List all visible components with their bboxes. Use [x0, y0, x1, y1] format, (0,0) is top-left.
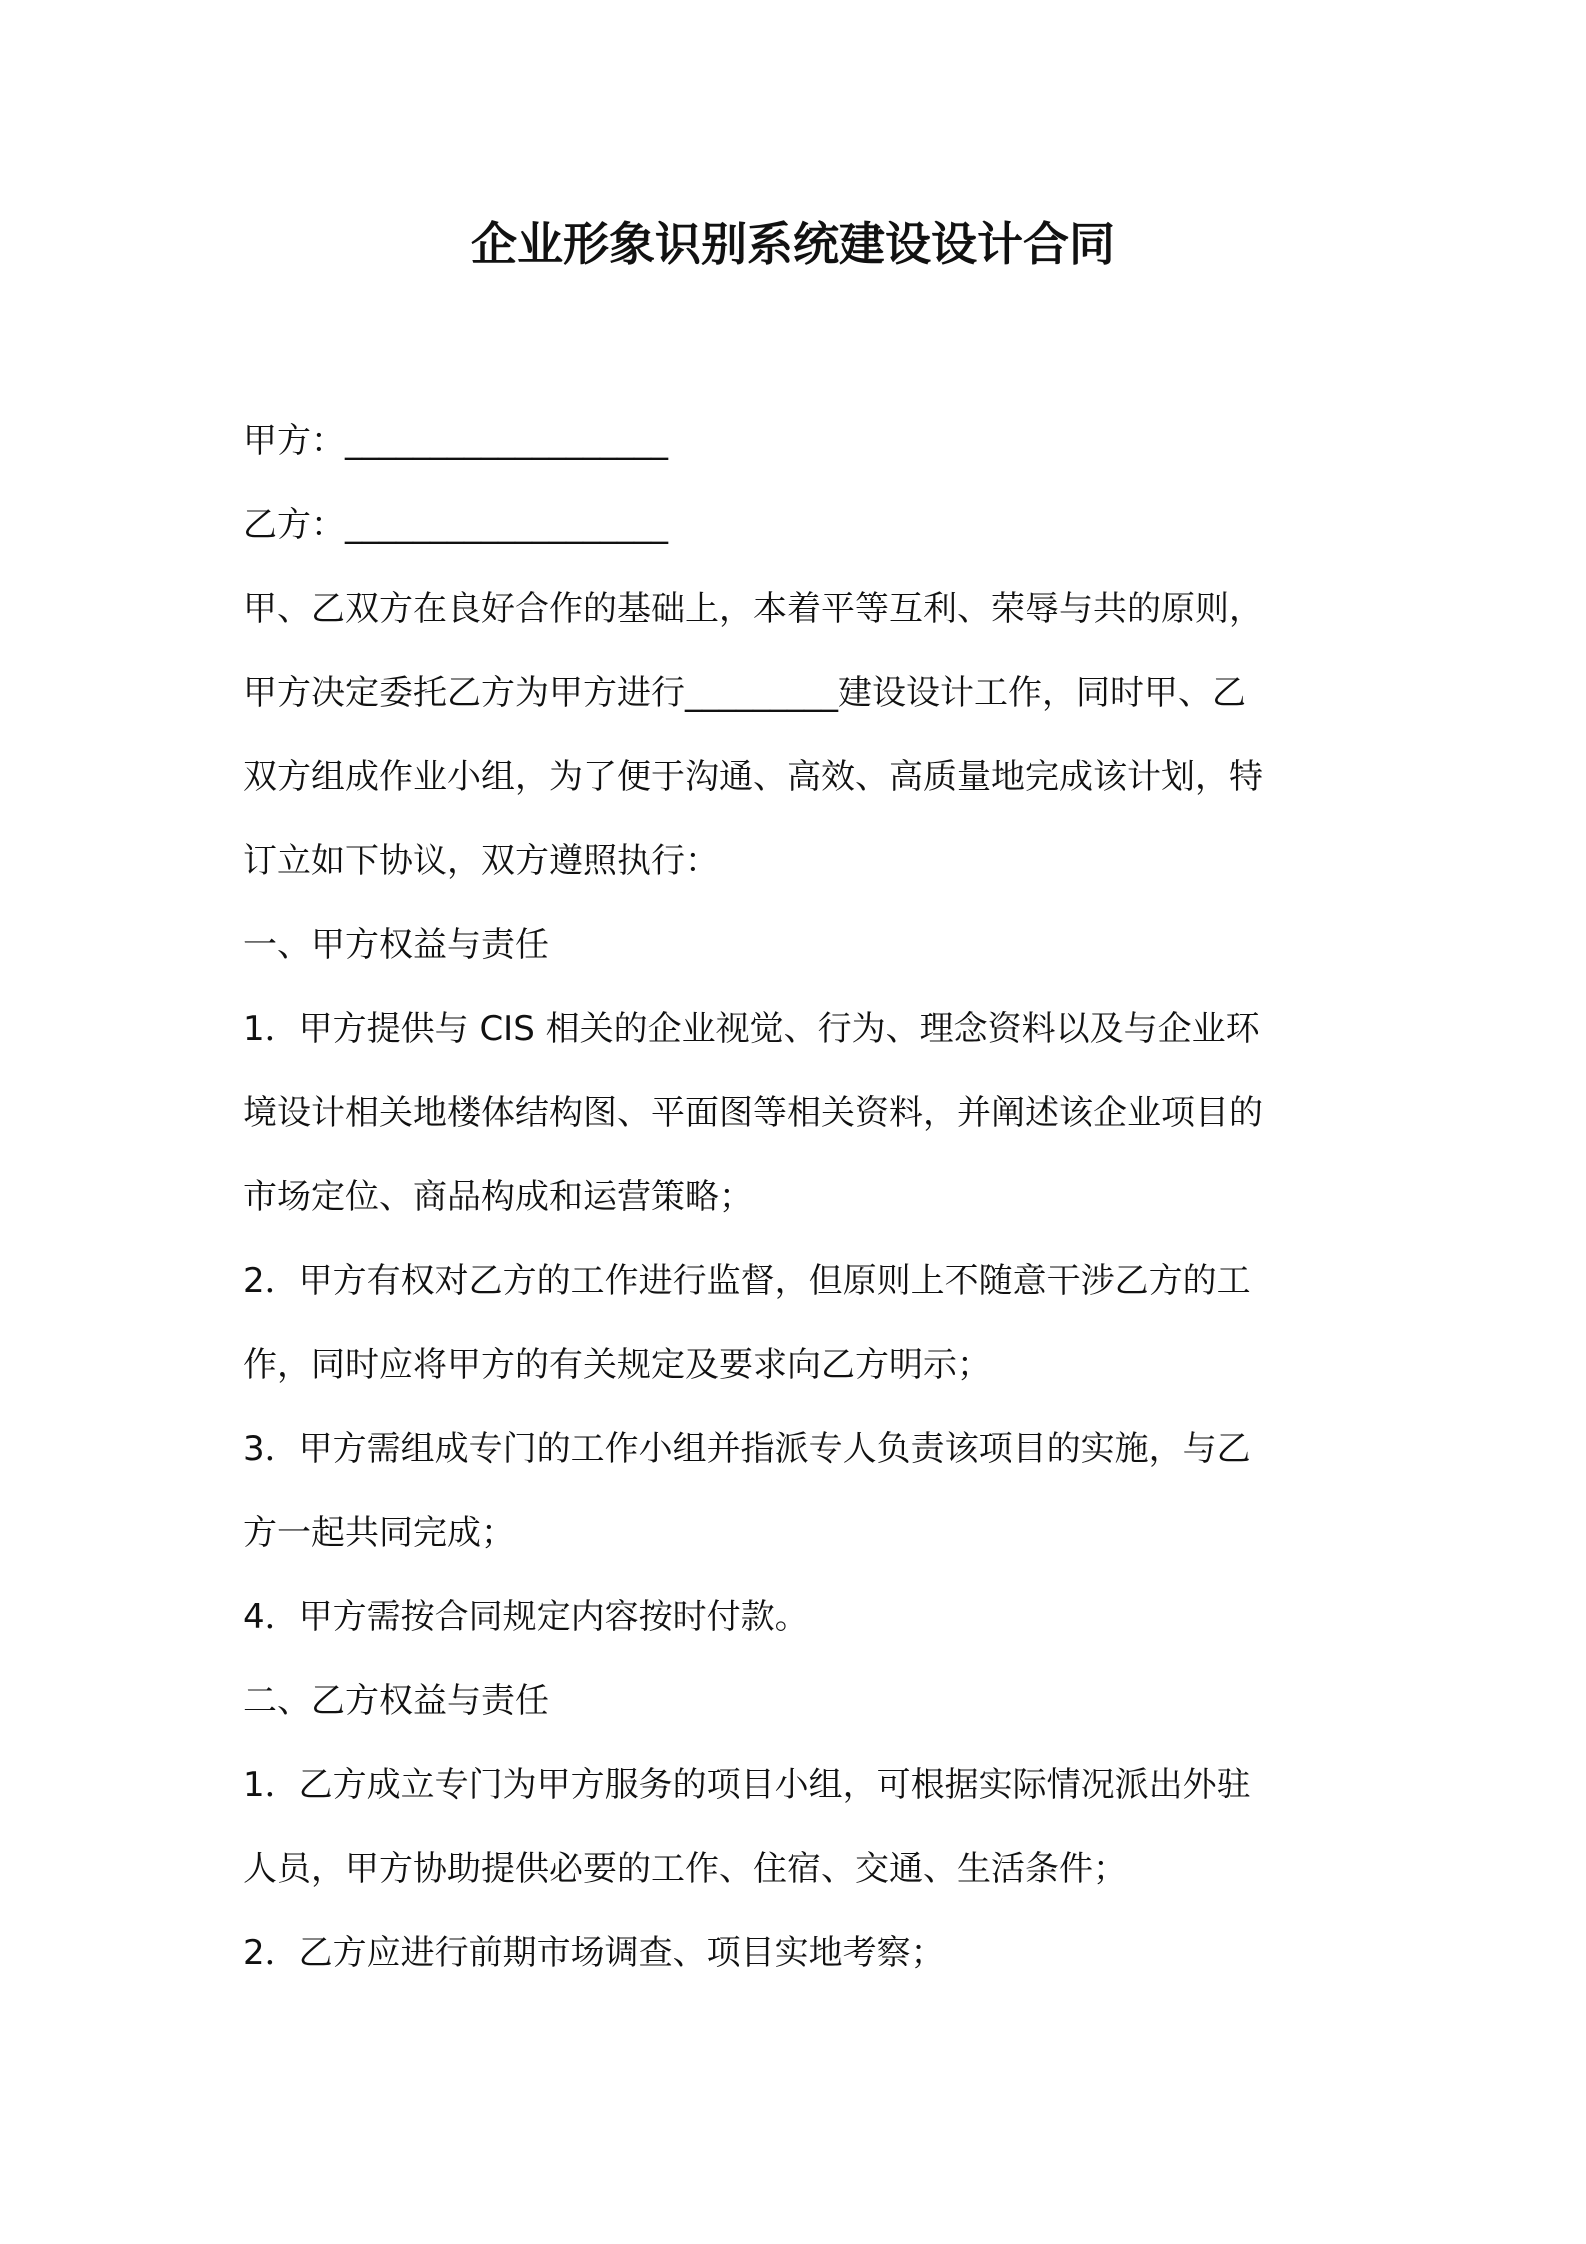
clause-line: 方一起共同完成； — [243, 1513, 515, 1553]
preamble-line: 订立如下协议，双方遵照执行： — [243, 841, 719, 881]
clause-line: 2．乙方应进行前期市场调查、项目实地考察； — [243, 1933, 945, 1973]
clause-line: 人员，甲方协助提供必要的工作、住宿、交通、生活条件； — [243, 1849, 1127, 1889]
clause-line: 4．甲方需按合同规定内容按时付款。 — [243, 1597, 809, 1637]
clause-line: 1．乙方成立专门为甲方服务的项目小组，可根据实际情况派出外驻 — [243, 1765, 1251, 1805]
clause-line: 境设计相关地楼体结构图、平面图等相关资料，并阐述该企业项目的 — [243, 1093, 1263, 1133]
clause-line: 作，同时应将甲方的有关规定及要求向乙方明示； — [243, 1345, 991, 1385]
section-heading: 二、乙方权益与责任 — [243, 1681, 549, 1721]
party-a-line: 甲方：___________________ — [243, 421, 668, 461]
section-heading: 一、甲方权益与责任 — [243, 925, 549, 965]
clause-line: 市场定位、商品构成和运营策略； — [243, 1177, 753, 1217]
clause-line: 2．甲方有权对乙方的工作进行监督，但原则上不随意干涉乙方的工 — [243, 1261, 1251, 1301]
document-body — [243, 399, 1353, 1995]
document-title: 企业形象识别系统建设设计合同 — [471, 217, 1115, 271]
preamble-line: 双方组成作业小组，为了便于沟通、高效、高质量地完成该计划，特 — [243, 757, 1263, 797]
clause-line: 1．甲方提供与 CIS 相关的企业视觉、行为、理念资料以及与企业环 — [243, 1009, 1260, 1049]
clause-line: 3．甲方需组成专门的工作小组并指派专人负责该项目的实施，与乙 — [243, 1429, 1251, 1469]
party-b-line: 乙方：___________________ — [243, 505, 668, 545]
preamble-line: 甲方决定委托乙方为甲方进行_________建设设计工作，同时甲、乙 — [243, 673, 1246, 713]
preamble-line: 甲、乙双方在良好合作的基础上，本着平等互利、荣辱与共的原则， — [243, 589, 1263, 629]
